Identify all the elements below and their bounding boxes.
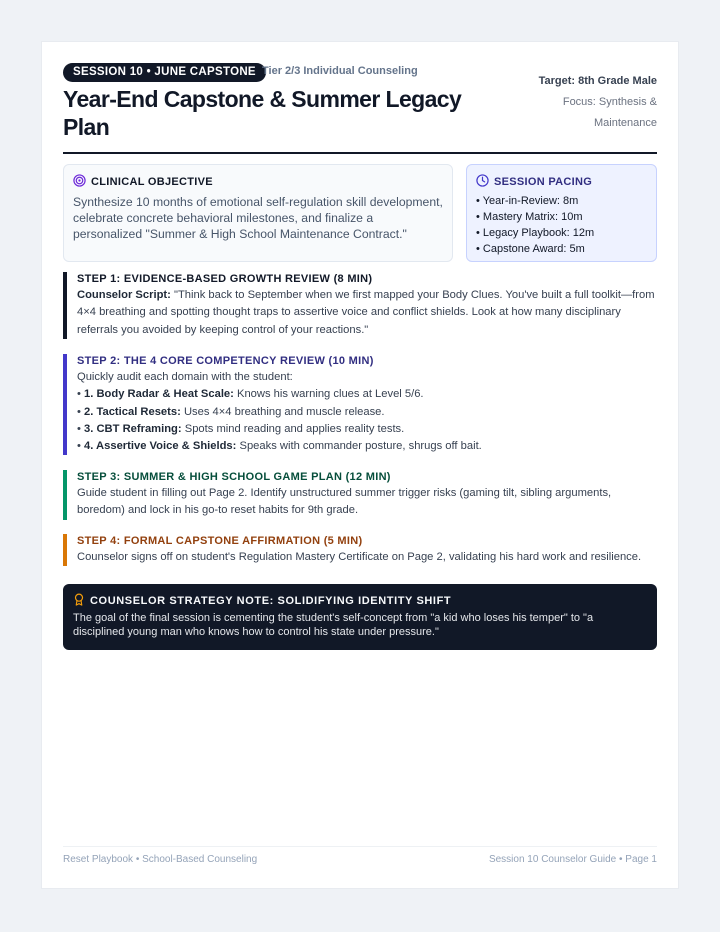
competency-text: Knows his warning clues at Level 5/6.: [233, 388, 424, 401]
strategy-note-box: [63, 584, 657, 650]
target-icon: [73, 174, 86, 190]
page: [42, 42, 678, 888]
step-2-intro: Quickly audit each domain with the student:: [77, 371, 293, 383]
step-4-text: Counselor signs off on student's Regulation Mastery Certificate on Page 2, validating his hard work and resilience.: [77, 551, 642, 563]
footer-right: Session 10 Counselor Guide • Page 1: [488, 854, 657, 865]
focus-label: Focus: Synthesis & Maintenance: [562, 96, 657, 129]
step-2: [63, 354, 657, 455]
header-meta: [539, 71, 657, 134]
clinical-objective-text: Synthesize 10 months of emotional self-regulation skill development, celebrate concrete behavioral milestones, and finalize a personalized "Summer & High School Maintenance Contract.": [73, 195, 443, 241]
clinical-objective-title: CLINICAL OBJECTIVE: [91, 176, 213, 188]
competency-label: 3. CBT Reframing:: [84, 422, 182, 435]
competency-text: Spots mind reading and applies reality tests.: [181, 422, 405, 435]
pacing-item: • Capstone Award: 5m: [476, 243, 585, 255]
step-1: [63, 272, 657, 339]
competency-label: 4. Assertive Voice & Shields:: [84, 440, 237, 453]
page-title: Year-End Capstone & Summer Legacy Plan: [63, 86, 462, 140]
strategy-note-text: The goal of the final session is cementing the student's self-concept from "a kid who loses his temper" to "a disciplined young man who knows how to control his state under pressure.": [73, 612, 594, 638]
tier-label: Tier 2/3 Individual Counseling: [262, 65, 418, 77]
pacing-item: • Mastery Matrix: 10m: [476, 211, 583, 223]
competency-label: 1. Body Radar & Heat Scale:: [84, 388, 234, 401]
step-1-text: [77, 287, 657, 339]
step-4-heading: STEP 4: FORMAL CAPSTONE AFFIRMATION (5 MIN): [77, 535, 363, 547]
competency-text: Speaks with commander posture, shrugs off bait.: [236, 440, 482, 453]
step-3: [63, 470, 657, 520]
clinical-objective-box: [63, 164, 453, 262]
clock-icon: [476, 174, 489, 190]
step-3-text: Guide student in filling out Page 2. Identify unstructured summer trigger risks (gaming tilt, sibling arguments, boredom) and lock in his go-to reset habits for 9th grade.: [77, 487, 612, 517]
counselor-script-label: Counselor Script:: [77, 289, 171, 301]
competency-item: • 2. Tactical Resets: Uses 4×4 breathing and muscle release.: [77, 405, 385, 418]
pacing-item: • Year-in-Review: 8m: [476, 195, 579, 207]
strategy-note-title: COUNSELOR STRATEGY NOTE: SOLIDIFYING IDENTITY SHIFT: [90, 595, 452, 607]
header: [63, 63, 657, 153]
pacing-item: • Legacy Playbook: 12m: [476, 227, 595, 239]
step-3-heading: STEP 3: SUMMER & HIGH SCHOOL GAME PLAN (12 MIN): [77, 471, 391, 483]
session-badge: SESSION 10 • JUNE CAPSTONE: [63, 63, 266, 82]
header-divider: [63, 152, 657, 154]
strategy-note-heading: [73, 593, 647, 609]
step-4: [63, 534, 657, 566]
pacing-list: [476, 193, 647, 257]
competency-item: • 4. Assertive Voice & Shields: Speaks with commander posture, shrugs off bait.: [77, 440, 482, 453]
step-1-heading: STEP 1: EVIDENCE-BASED GROWTH REVIEW (8 MIN): [77, 273, 373, 285]
award-icon: [73, 593, 85, 609]
session-pacing-heading: [476, 174, 647, 190]
footer-divider: [63, 846, 657, 847]
competency-label: 2. Tactical Resets:: [84, 405, 181, 418]
competency-item: • 1. Body Radar & Heat Scale: Knows his warning clues at Level 5/6.: [77, 388, 424, 401]
competency-item: • 3. CBT Reframing: Spots mind reading and applies reality tests.: [77, 422, 405, 435]
footer-left: Reset Playbook • School-Based Counseling: [63, 854, 258, 865]
competency-text: Uses 4×4 breathing and muscle release.: [180, 405, 385, 418]
counselor-script-text: "Think back to September when we first mapped your Body Clues. You've built a full toolkit—from 4×4 breathing and spotting thought traps to assertive voice and conflict shields. Look at how many disciplinary referrals you avoided by keeping control of your reactions.": [77, 289, 655, 336]
clinical-objective-heading: [73, 174, 443, 190]
session-pacing-title: SESSION PACING: [494, 176, 593, 188]
step-2-heading: STEP 2: THE 4 CORE COMPETENCY REVIEW (10 MIN): [77, 355, 374, 367]
competency-list: [77, 386, 657, 455]
session-pacing-box: [466, 164, 657, 262]
target-label: Target: 8th Grade Male: [538, 75, 657, 87]
